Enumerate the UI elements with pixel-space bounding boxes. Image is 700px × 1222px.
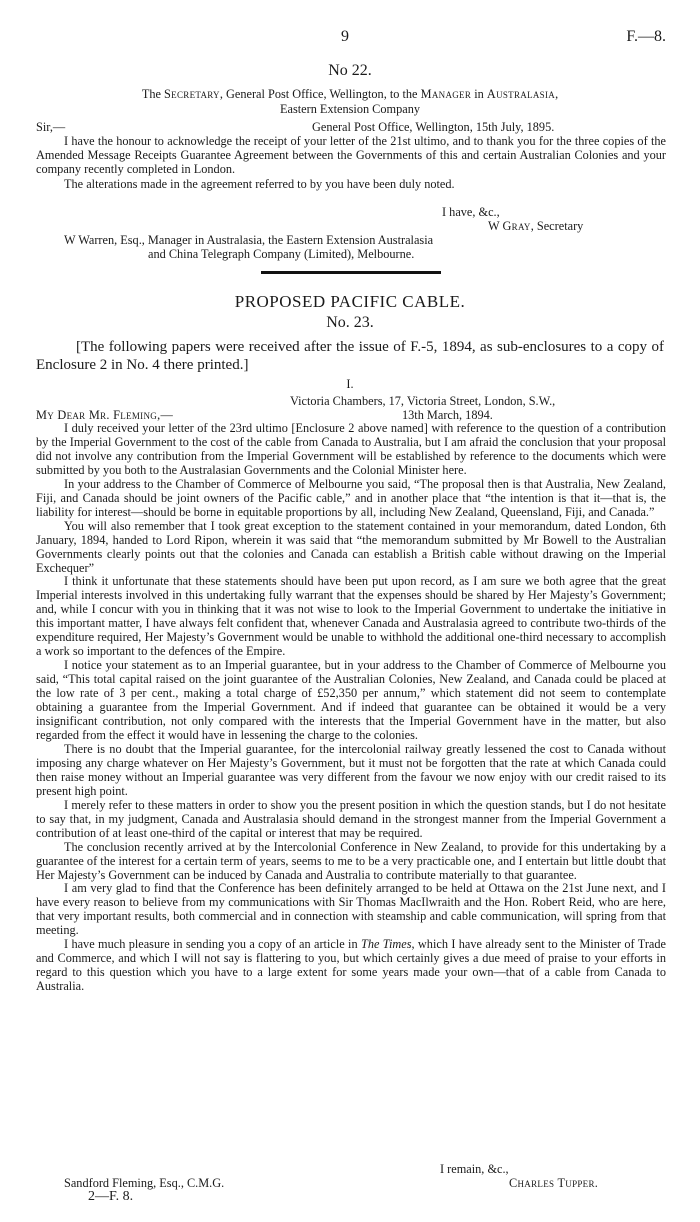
paragraph: You will also remember that I took great exception to the statement contained in your memorandum, dated London, 6th January, 1894, handed to Lord Ripon, wherein it was said that “the memorandum submitted by Mr Bowell to the Australian Governments clearly points out that the colonies and Canada can establish a British cable without drawing on the Imperial Exchequer” <box>36 518 666 575</box>
paragraph: In your address to the Chamber of Commerce of Melbourne you said, “The proposal then is that Australia, New Zealand, Fiji, and Canada should be joint owners of the Pacific cable,” and in another place that “the intention is that it—that is, the liability for interest—should be borne in equitable proportions by all, including New Zealand, Queensland, Fiji, and Canada.” <box>36 476 666 519</box>
paragraph: I duly received your letter of the 23rd ultimo [Enclosure 2 above named] with reference to the question of a contribution by the Imperial Government to the cost of the cable from Canada to Australia, but I am afraid the conclusion that your proposal did not involve any contribution from the Imperial Government will be established by reference to the documents which were submitted by you both to the Australasian Governments and the Colonial Minister here. <box>36 421 666 477</box>
letter-body <box>36 134 666 191</box>
closing: I remain, &c., <box>440 1162 509 1176</box>
paragraph: I notice your statement as to an Imperial guarantee, but in your address to the Chamber of Commerce of Melbourne you said, “This total capital raised on the joint guarantee of the Australian Colonies, New Zealand, and Canada could be placed at the low rate of 3 per cent., making a total charge of £52,350 per annum,” which statement did not seem to contemplate obtaining a guarantee from the Imperial Government. And if indeed that guarantee can be obtained it would be a very insignificant contribution, not only compared with the interests that the Imperial Government have in the matter, but also regarded from the effect it would have in lessening the charge to the colonies. <box>36 658 666 742</box>
enclosure-numeral: I. <box>346 377 354 391</box>
paragraph: I am very glad to find that the Conference has been definitely arranged to be held at Ottawa on the 21st June next, and I have every reason to believe from my communications with Sir Thomas MacIlwraith and the Hon. Robert Reid, who are here, that very important results, both commercial and in connection with steamship and cable communication, will spring from that meeting. <box>36 881 666 938</box>
paper-reference: F.—8. <box>626 28 666 45</box>
paragraph: The alterations made in the agreement referred to by you have been duly noted. <box>64 176 455 191</box>
section-number: No. 23. <box>326 314 374 331</box>
addressee: and China Telegraph Company (Limited), Melbourne. <box>148 247 415 261</box>
letter-heading: The Secretary, General Post Office, Wellington, to the Manager in Australasia, Eastern Extension Company <box>141 87 559 116</box>
section-title: PROPOSED PACIFIC CABLE. <box>234 292 466 311</box>
place-date: General Post Office, Wellington, 15th July, 1895. <box>312 120 555 134</box>
letter-number: No 22. <box>328 62 372 79</box>
paragraph: I merely refer to these matters in order to show you the present position in which the question stands, but I do not hesitate to say that, in my judgment, Canada and Australasia should demand in the strongest manner from the Imperial Government a contribution of at least one-third of the capital or interest that may be required. <box>36 797 666 840</box>
letter-body <box>36 422 666 994</box>
closing: I have, &c., <box>442 205 500 219</box>
salutation: My Dear Mr. Fleming,— <box>36 408 174 422</box>
paragraph: The conclusion recently arrived at by the Intercolonial Conference in New Zealand, to provide for this undertaking by a guarantee of the interest for a certain term of years, seems to me to be a very practicable one, and I entertain but little doubt that Her Majesty’s Government can be induced by Canada and Australia to contribute materially to that guarantee. <box>36 839 666 882</box>
section-divider <box>261 271 441 274</box>
paragraph: I think it unfortunate that these statements should have been put upon record, as I am sure we both agree that the great Imperial interests involved in this undertaking fully warrant that the expenses should be shared by Her Majesty’s Government; and, while I concur with you in thinking that it was not wise to look to the Imperial Government to undertake the initiative in this important matter, I have always felt confident that, whenever Canada and Australasia agreed to contribute two-thirds of the expenditure required, Her Majesty’s Government would be unable to withhold the additional one-third necessary to accomplish a work so important to the defences of the Empire. <box>36 574 666 659</box>
letter-date: 13th March, 1894. <box>402 408 493 422</box>
address: Victoria Chambers, 17, Victoria Street, London, S.W., <box>290 394 556 408</box>
signature: W Gray, Secretary <box>488 219 584 233</box>
paragraph: I have much pleasure in sending you a copy of an article in The Times, which I have already sent to the Minister of Trade and Commerce, and which I will not say is flattering to you, but which certainly gives a due meed of praise to your efforts in regard to this question which you have to a large extent for some years made your own—that of a cable from Canada to Australia. <box>36 937 666 994</box>
addressee: Sandford Fleming, Esq., C.M.G. <box>64 1176 225 1190</box>
section-note: [The following papers were received after the issue of F.-5, 1894, as sub-enclosures to a copy of Enclosure 2 in No. 4 there printed.] <box>36 339 664 373</box>
paragraph: There is no doubt that the Imperial guarantee, for the intercolonial railway greatly lessened the cost to Canada without imposing any charge whatever on Her Majesty’s Government, but it must not be forgotten that the rate at which Canada could then raise money without an Imperial guarantee was very different from the favour we now enjoy with our credit raised to its present high point. <box>36 741 666 798</box>
paragraph: I have the honour to acknowledge the receipt of your letter of the 21st ultimo, and to thank you for the three copies of the Amended Message Receipts Guarantee Agreement between the Governments of this and certain Australian Colonies and your company recently completed in London. <box>36 134 666 177</box>
addressee: W Warren, Esq., Manager in Australasia, the Eastern Extension Australasia <box>64 233 434 247</box>
salutation: Sir,— <box>36 120 66 134</box>
page-number: 9 <box>341 28 349 45</box>
signature: Charles Tupper. <box>509 1176 599 1190</box>
printer-signature-mark: 2—F. 8. <box>88 1189 134 1204</box>
